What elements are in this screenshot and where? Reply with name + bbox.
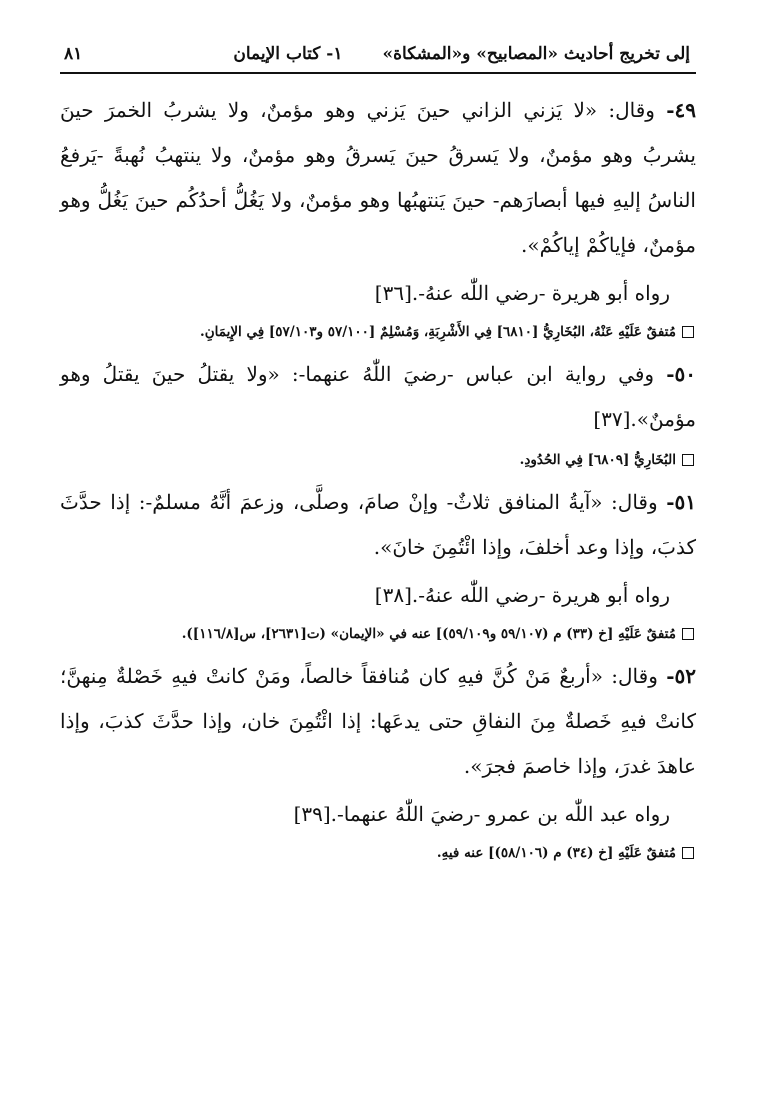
hadith-51 — [60, 480, 696, 570]
hadith-number: ٥٠- — [666, 362, 697, 386]
narrator-line: رواه أبو هريرة -رضي اللّٰه عنهُ-.[٣٨] — [374, 583, 670, 607]
chapter-title: ١- كتاب الإيمان — [233, 44, 343, 64]
square-bullet-icon — [682, 847, 694, 859]
header-titles — [233, 44, 690, 64]
hadith-number: ٥١- — [666, 490, 696, 514]
page-number: ٨١ — [64, 44, 83, 64]
hadith-50 — [60, 352, 696, 442]
square-bullet-icon — [682, 454, 694, 466]
book-page — [60, 44, 696, 869]
running-header — [60, 44, 696, 70]
takhrij-text: البُخَارِيُّ [٦٨٠٩] فِي الحُدُودِ. — [519, 452, 676, 468]
hadith-text: وقال: «أربعٌ مَنْ كُنَّ فيهِ كان مُنافقاً خالصاً، ومَنْ كانتْ فيهِ خَصْلةٌ مِنهنَّ؛ كانتْ فيهِ خَصلةٌ مِنَ النفاقِ حتى يدعَها: إذا ائْتُمِنَ خان، وإذا حدَّثَ كذبَ، وإذا عاهدَ غدرَ، وإذا خاصمَ فجرَ». — [60, 664, 696, 778]
takhrij-text: مُتفقٌ عَلَيْهِ عَنْهُ، البُخَارِيُّ [٦٨١٠] فِي الأَشْرِبَةِ، وَمُسْلِمٌ [٥٧/١٠٠ و٥٧/١٠٣] فِي الإِيمَانِ. — [200, 324, 676, 340]
takhrij-note — [60, 841, 694, 865]
square-bullet-icon — [682, 628, 694, 640]
hadith-number: ٥٢- — [666, 664, 696, 688]
takhrij-note — [60, 622, 694, 646]
takhrij-note — [60, 448, 694, 472]
takhrij-text: مُتفقٌ عَلَيْهِ [خ (٣٣) م (٥٩/١٠٧ و٥٩/١٠٩)] عنه في «الإيمان» (ت[٢٦٣١]، س[١١٦/٨]). — [181, 626, 676, 642]
hadith-text: وقال: «آيةُ المنافق ثلاثٌ- وإنْ صامَ، وصلَّى، وزعمَ أنَّهُ مسلمٌ-: إذا حدَّثَ كذبَ، وإذا وعد أخلفَ، وإذا ائْتُمِنَ خانَ». — [60, 490, 696, 559]
narrator-line: رواه أبو هريرة -رضي اللّٰه عنهُ-.[٣٦] — [374, 281, 670, 305]
hadith-49 — [60, 88, 696, 268]
book-title: إلى تخريج أحاديث «المصابيح» و«المشكاة» — [382, 44, 690, 64]
hadith-number: ٤٩- — [666, 98, 696, 122]
page-body — [60, 74, 696, 865]
takhrij-text: مُتفقٌ عَلَيْهِ [خ (٣٤) م (٥٨/١٠٦)] عنه فيهِ. — [436, 845, 676, 861]
hadith-text: وقال: «لا يَزني الزاني حينَ يَزني وهو مؤمنٌ، ولا يشربُ الخمرَ حينَ يشربُ وهو مؤمنٌ، ولا يَسرقُ حينَ يَسرقُ وهو مؤمنٌ، ولا ينتهبُ نُهبةً -يَرفعُ الناسُ إليهِ فيها أبصارَهم- حينَ يَنتهبُها وهو مؤمنٌ، ولا يَغُلُّ أحدُكُم حينَ يَغُلُّ وهو مؤمنٌ، فإياكُمْ إياكُمْ». — [60, 98, 696, 257]
hadith-52 — [60, 654, 696, 789]
square-bullet-icon — [682, 326, 694, 338]
takhrij-note — [60, 320, 694, 344]
hadith-text: وفي رواية ابن عباس -رضيَ اللّٰهُ عنهما-: «ولا يقتلُ حينَ يقتلُ وهو مؤمنٌ».[٣٧] — [60, 362, 696, 431]
narrator-line: رواه عبد اللّٰه بن عمرو -رضيَ اللّٰهُ عنهما-.[٣٩] — [293, 802, 670, 826]
